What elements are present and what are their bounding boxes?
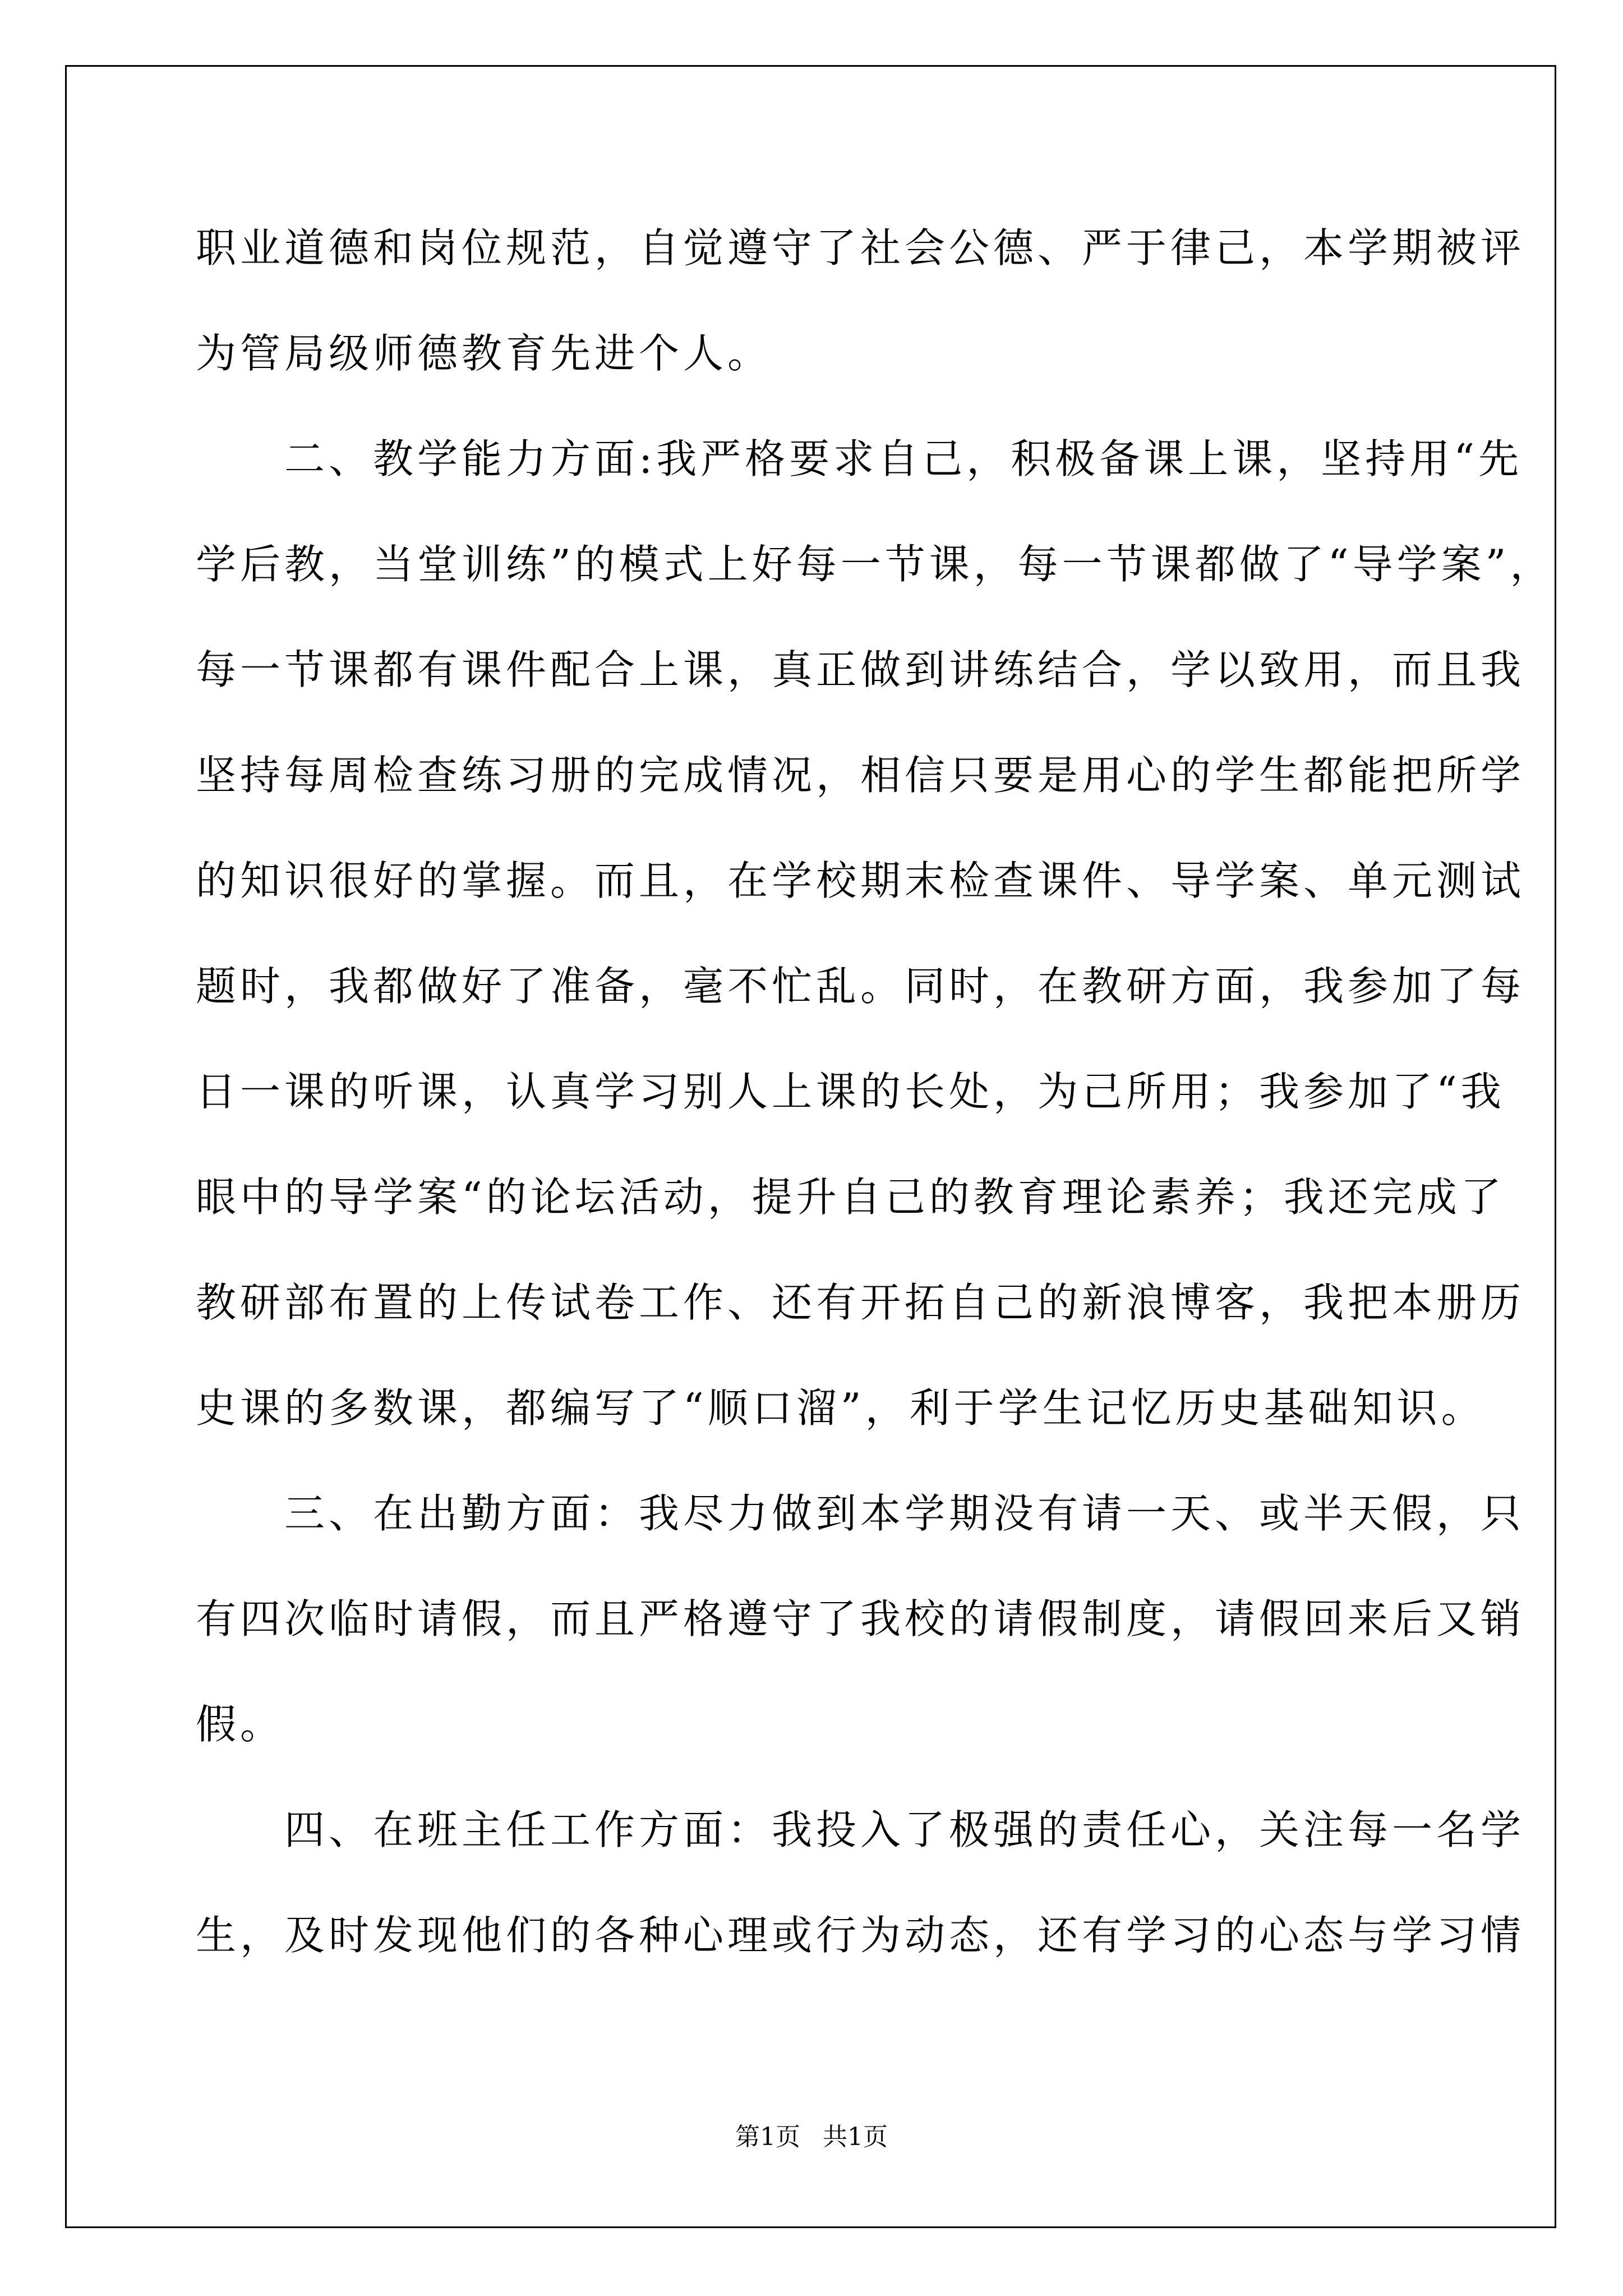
document-body xyxy=(196,222,1555,1962)
page-number: 第1页 xyxy=(735,2123,800,2151)
text-line: 学后教，当堂训练”的模式上好每一节课，每一节课都做了“导学案”， xyxy=(196,541,1555,588)
text-line: 坚持每周检查练习册的完成情况，相信只要是用心的学生都能把所学 xyxy=(196,752,1525,799)
text-line: 二、教学能力方面:我严格要求自己，积极备课上课，坚持用“先 xyxy=(196,435,1523,482)
text-line: 三、在出勤方面：我尽力做到本学期没有请一天、或半天假，只 xyxy=(196,1490,1525,1537)
text-line: 四、在班主任工作方面：我投入了极强的责任心，关注每一名学 xyxy=(196,1806,1525,1853)
text-line: 眼中的导学案“的论坛活动，提升自己的教育理论素养；我还完成了 xyxy=(196,1174,1505,1221)
text-line: 史课的多数课，都编写了“顺口溜”，利于学生记忆历史基础知识。 xyxy=(196,1384,1486,1432)
text-line: 每一节课都有课件配合上课，真正做到讲练结合，学以致用，而且我 xyxy=(196,646,1525,693)
text-line: 为管局级师德教育先进个人。 xyxy=(196,330,772,377)
text-line: 题时，我都做好了准备，毫不忙乱。同时，在教研方面，我参加了每 xyxy=(196,963,1525,1010)
text-line: 有四次临时请假，而且严格遵守了我校的请假制度，请假回来后又销 xyxy=(196,1595,1525,1642)
text-line: 职业道德和岗位规范，自觉遵守了社会公德、严于律己，本学期被评 xyxy=(196,224,1525,272)
text-line: 教研部布置的上传试卷工作、还有开拓自己的新浪博客，我把本册历 xyxy=(196,1279,1525,1326)
total-pages: 共1页 xyxy=(823,2123,888,2151)
text-line: 生，及时发现他们的各种心理或行为动态，还有学习的心态与学习情 xyxy=(196,1912,1525,1959)
page-footer xyxy=(0,2120,1623,2154)
text-line: 日一课的听课，认真学习别人上课的长处，为己所用；我参加了“我 xyxy=(196,1068,1505,1115)
text-line: 假。 xyxy=(196,1701,285,1748)
text-line: 的知识很好的掌握。而且，在学校期末检查课件、导学案、单元测试 xyxy=(196,857,1525,904)
